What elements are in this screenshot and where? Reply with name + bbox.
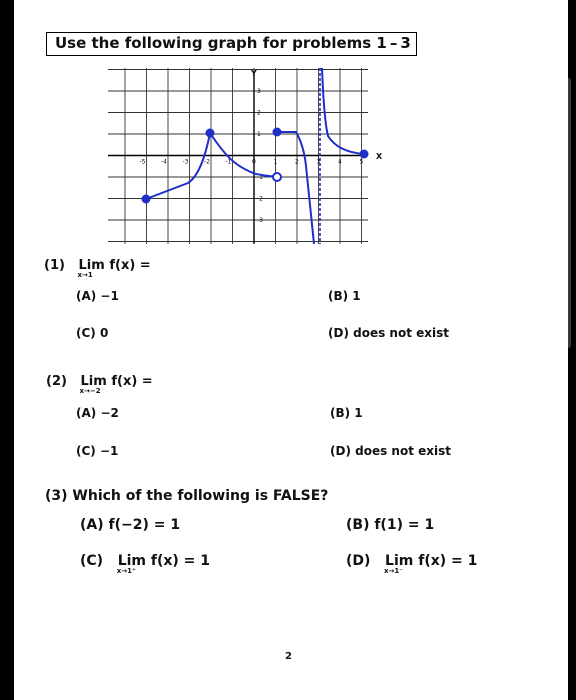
q3-d-label: (D) bbox=[346, 553, 371, 569]
open-point-x1-lower bbox=[273, 173, 281, 181]
q3-c-label: (C) bbox=[80, 553, 104, 569]
curve-right-branch bbox=[322, 68, 364, 154]
q3-option-c[interactable] bbox=[80, 553, 211, 575]
q2-option-b[interactable]: (B) 1 bbox=[330, 406, 363, 420]
q3-c-lim-sub: x→1⁺ bbox=[116, 567, 136, 575]
x-tick-label: 0 bbox=[252, 158, 256, 166]
instructions-title: Use the following graph for problems 1 – 3 bbox=[46, 32, 417, 56]
q1-number: (1) bbox=[44, 258, 65, 273]
q1-lim-word: Lim bbox=[78, 258, 105, 273]
q2-lim-word: Lim bbox=[80, 374, 107, 389]
x-axis-label: X bbox=[376, 152, 383, 161]
q1-lim-sub: x→1 bbox=[77, 271, 93, 279]
x-tick-label: 1 bbox=[273, 158, 278, 166]
curve-left-segment bbox=[146, 133, 210, 199]
x-tick-label: -2 bbox=[204, 158, 210, 166]
x-tick-label: -5 bbox=[139, 158, 146, 166]
window-left-edge bbox=[0, 0, 14, 700]
q2-option-a[interactable]: (A) −2 bbox=[76, 406, 119, 420]
q1-option-d[interactable]: (D) does not exist bbox=[328, 326, 449, 340]
q1-option-b[interactable]: (B) 1 bbox=[328, 289, 361, 303]
axes bbox=[108, 72, 368, 244]
q2-lim-sub: x→−2 bbox=[79, 387, 101, 395]
y-tick-label: -1 bbox=[257, 174, 263, 181]
x-tick-label: 2 bbox=[295, 158, 299, 166]
closed-point-right-end bbox=[360, 150, 369, 159]
q3-option-b[interactable]: (B) f(1) = 1 bbox=[346, 517, 435, 533]
q3-option-d[interactable] bbox=[346, 553, 478, 575]
y-tick-label: 3 bbox=[257, 88, 261, 95]
q2-number: (2) bbox=[46, 374, 67, 389]
closed-point-peak bbox=[206, 129, 215, 138]
q1-option-c[interactable]: (C) 0 bbox=[76, 326, 109, 340]
q2-stem bbox=[46, 374, 153, 395]
x-tick-label: 5 bbox=[359, 158, 364, 166]
q2-option-d[interactable]: (D) does not exist bbox=[330, 444, 451, 458]
q2-option-c[interactable]: (C) −1 bbox=[76, 444, 119, 458]
x-tick-label: -3 bbox=[182, 158, 189, 166]
curve-upper-branch bbox=[277, 132, 314, 244]
x-tick-label: 3 bbox=[316, 158, 321, 166]
q3-d-expression: f(x) = 1 bbox=[418, 553, 478, 569]
q3-option-a[interactable]: (A) f(−2) = 1 bbox=[80, 517, 181, 533]
q3-c-lim-word: Lim bbox=[117, 553, 147, 569]
q3-d-lim-sub: x→1⁻ bbox=[384, 567, 403, 575]
closed-point-left-end bbox=[142, 195, 151, 204]
document-page bbox=[14, 0, 568, 700]
x-tick-label: -4 bbox=[161, 158, 167, 166]
page-number: 2 bbox=[285, 651, 292, 662]
closed-point-x1-upper bbox=[273, 128, 282, 137]
q3-c-expression: f(x) = 1 bbox=[150, 553, 211, 569]
y-axis-label: Y bbox=[251, 69, 257, 78]
q1-stem bbox=[44, 258, 151, 279]
x-tick-label: 4 bbox=[338, 158, 342, 166]
y-tick-label: 1 bbox=[257, 131, 261, 138]
q1-expression: f(x) = bbox=[109, 258, 151, 273]
q3-prompt: (3) Which of the following is FALSE? bbox=[45, 488, 329, 504]
y-tick-label: -3 bbox=[257, 217, 263, 224]
y-tick-label: -2 bbox=[257, 195, 263, 203]
q1-option-a[interactable]: (A) −1 bbox=[76, 289, 119, 303]
q3-d-lim-word: Lim bbox=[385, 553, 414, 569]
q2-expression: f(x) = bbox=[111, 374, 153, 389]
function-graph bbox=[106, 66, 388, 246]
x-tick-label: -1 bbox=[225, 158, 232, 166]
y-tick-label: 2 bbox=[257, 109, 261, 117]
